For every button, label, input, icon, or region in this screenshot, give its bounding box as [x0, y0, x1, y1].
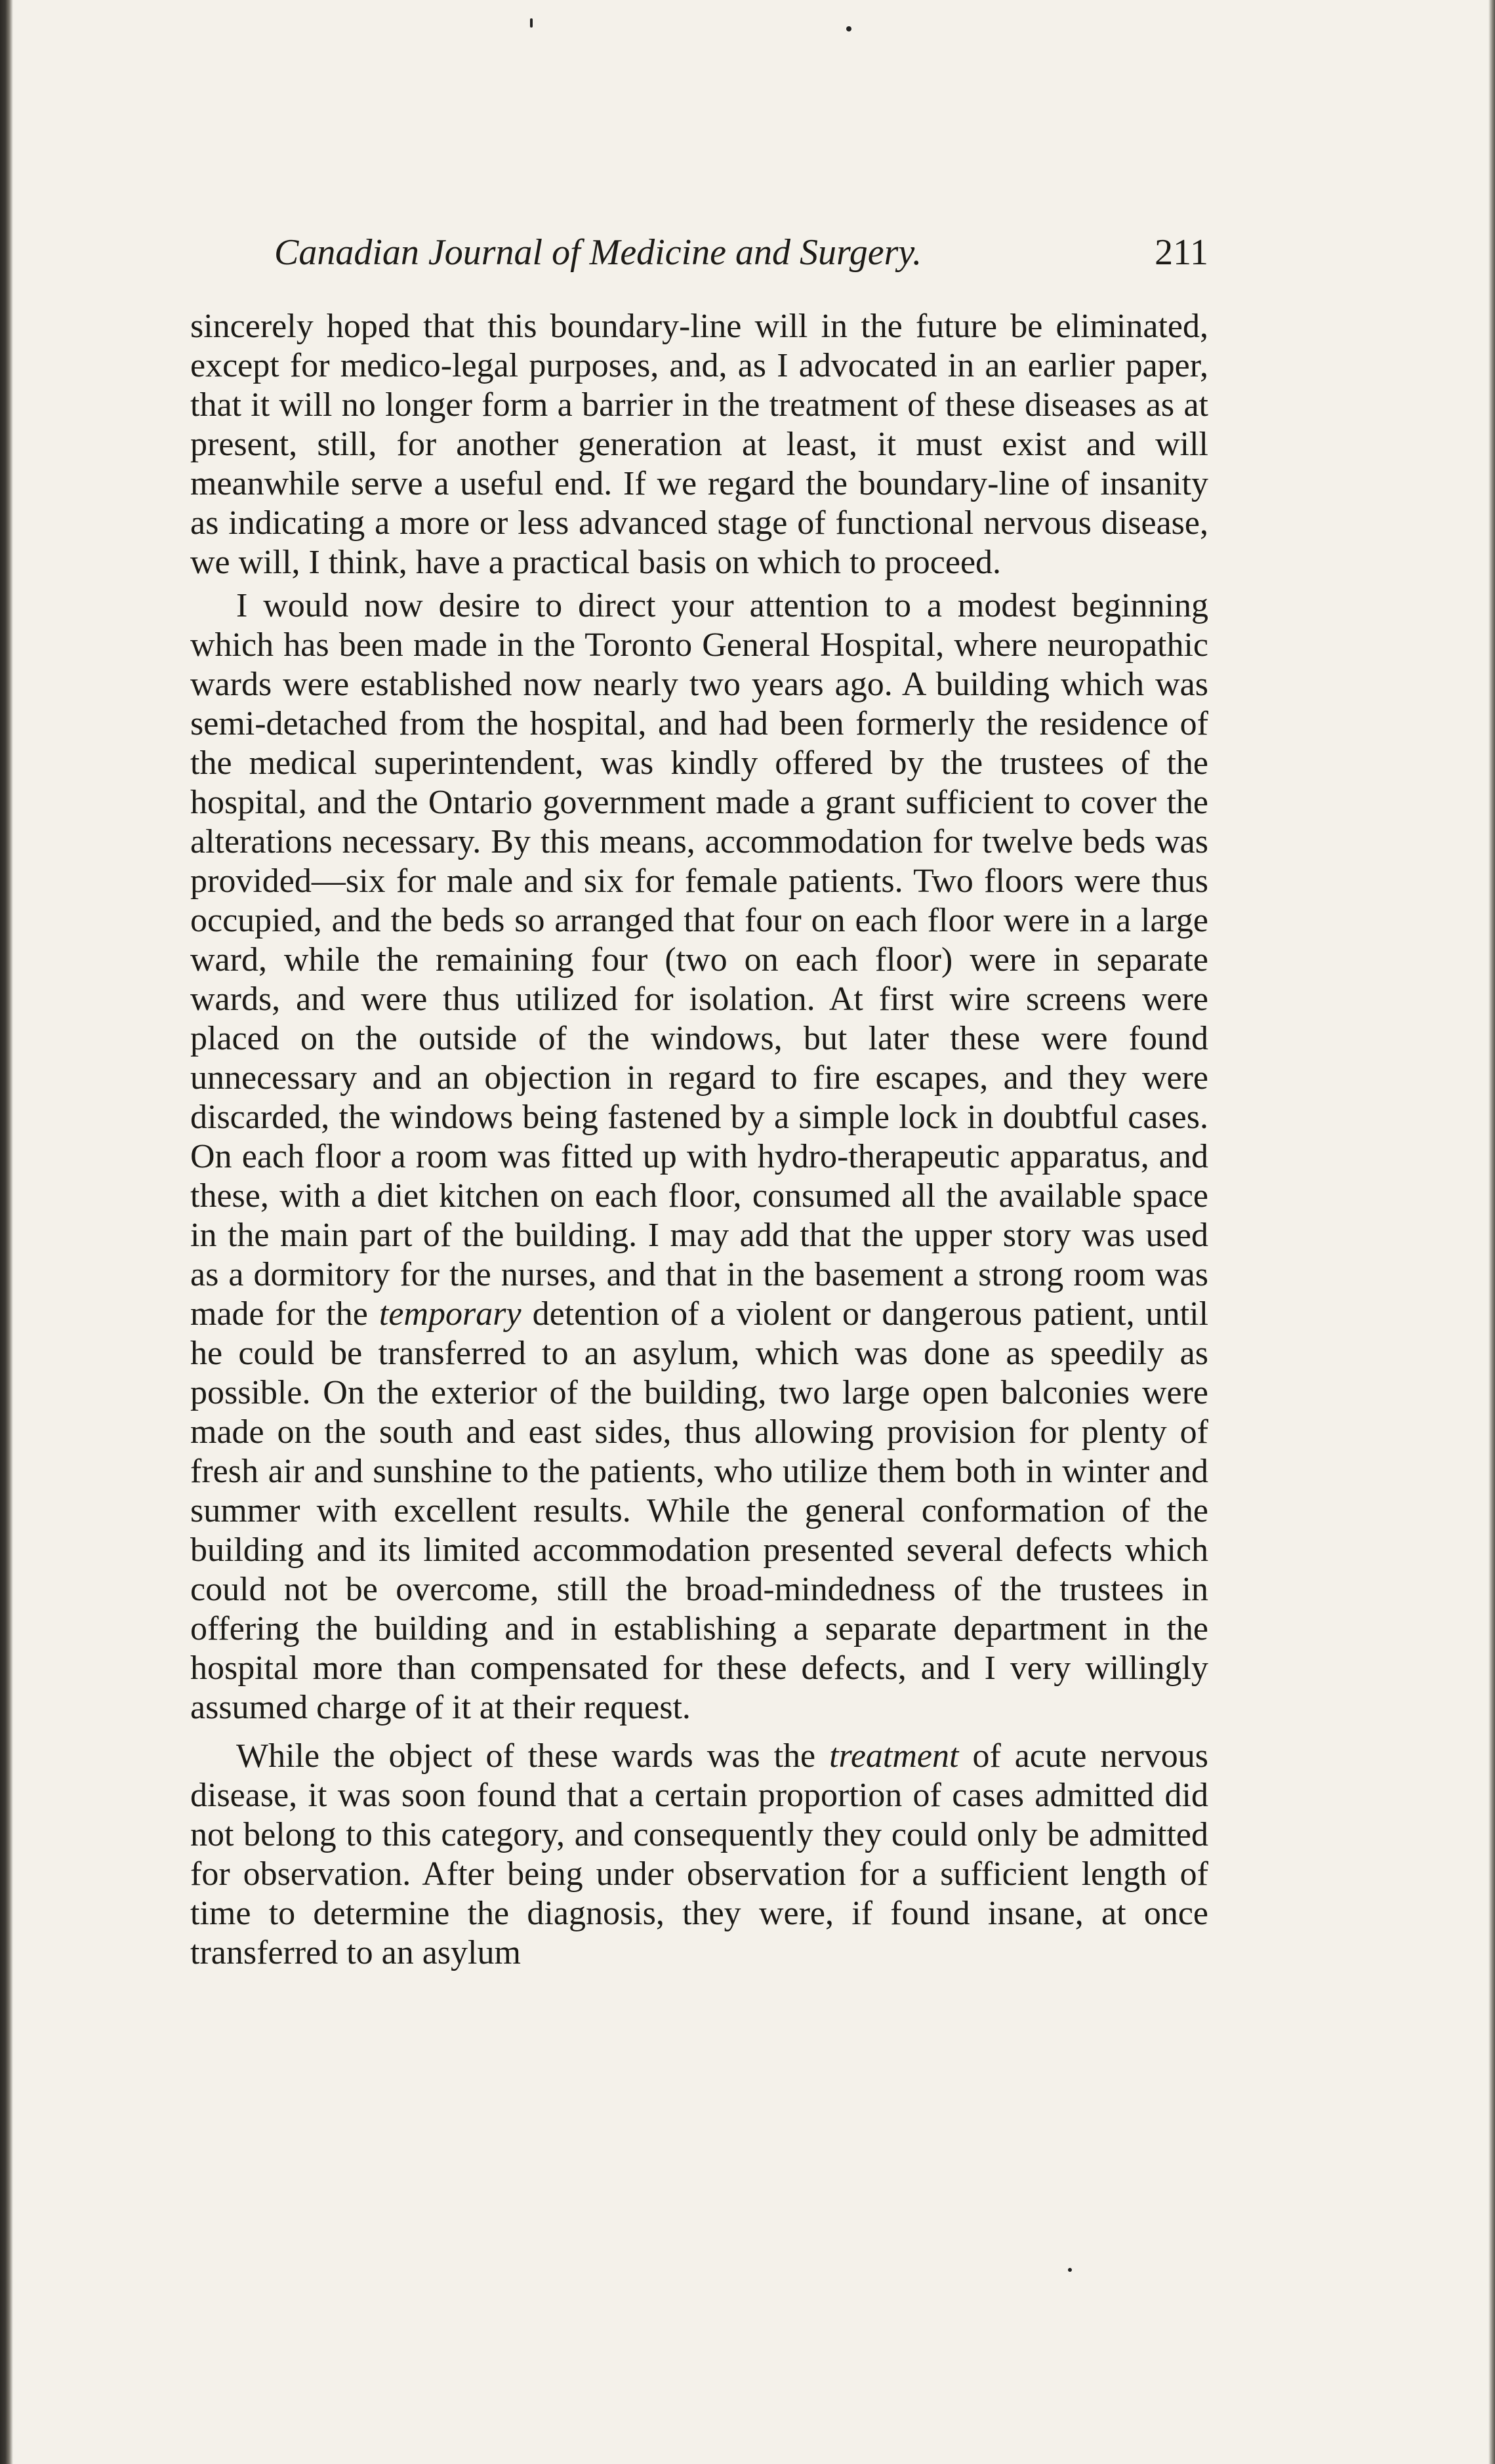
paragraph-text: I would now desire to direct your attention to a modest beginning which has been made in the Toronto General Hospital, where neuropathic wards were established now nearly two years ago. A building which was semi-detached from the hospital, and had been formerly the residence of the medical superintendent, was kindly offered by the trustees of the hospital, and the Ontario government made a grant sufficient to cover the alterations necessary. By this means, accommodation for twelve beds was provided—six for male and six for female patients. Two floors were thus occupied, and the beds so arranged that four on each floor were in a large ward, while the remaining four (two on each floor) were in separate wards, and were thus utilized for isolation. At first wire screens were placed on the outside of the windows, but later these were found unnecessary and an objection in regard to fire escapes, and they were discarded, the windows being fastened by a simple lock in doubtful cases. On each floor a room was fitted up with hydro-therapeutic apparatus, and these, with a diet kitchen on each floor, consumed all the available space in the main part of the building. I may add that the upper story was used as a dormitory for the nurses, and that in the basement a strong room was made for the [190, 587, 1208, 1333]
paragraph-text: of acute nervous disease, it was soon found that a certain proportion of cases admitted did not belong to this category, and consequently they could only be admitted for observation. After being under observation for a sufficient length of time to determine the diagnosis, they were, if found insane, at once transferred to an asylum [190, 1737, 1209, 1971]
paragraph [190, 586, 1208, 1727]
page-edge-right [1488, 0, 1495, 2464]
ink-speck [846, 26, 851, 31]
paragraph [190, 1737, 1208, 1973]
paragraph [190, 307, 1208, 582]
emphasized-word: treatment [829, 1737, 959, 1775]
page-edge-left [0, 0, 13, 2464]
page-header [268, 226, 1208, 279]
paragraph-text: While the object of these wards was the [236, 1737, 816, 1775]
paragraph-text: detention of a violent or dangerous patient, until he could be transferred to an asylum, which was done as speedily as possible. On the exterior of the building, two large open balconies were made on the south and east sides, thus allowing provision for plenty of fresh air and sunshine to the patients, who utilize them both in winter and summer with excellent results. While the general conformation of the building and its limited accommodation presented several defects which could not be overcome, still the broad-mindedness of the trustees in offering the building and in establishing a separate department in the hospital more than compensated for these defects, and I very willingly assumed charge of it at their request. [190, 1295, 1209, 1726]
ink-speck [1068, 2268, 1072, 2272]
paragraph-text: sincerely hoped that this boundary-line will in the future be eliminated, except for medico-legal purposes, and, as I advocated in an earlier paper, that it will no longer form a barrier in the treatment of these diseases as at present, still, for another generation at least, it must exist and will meanwhile serve a useful end. If we regard the boundary-line of insanity as indicating a more or less advanced stage of functional nervous disease, we will, I think, have a practical basis on which to proceed. [190, 308, 1208, 581]
page-number: 211 [1155, 232, 1208, 273]
ink-speck [530, 18, 533, 28]
body-text [190, 307, 1208, 1973]
running-title: Canadian Journal of Medicine and Surgery. [274, 232, 922, 273]
emphasized-word: temporary [379, 1295, 522, 1333]
